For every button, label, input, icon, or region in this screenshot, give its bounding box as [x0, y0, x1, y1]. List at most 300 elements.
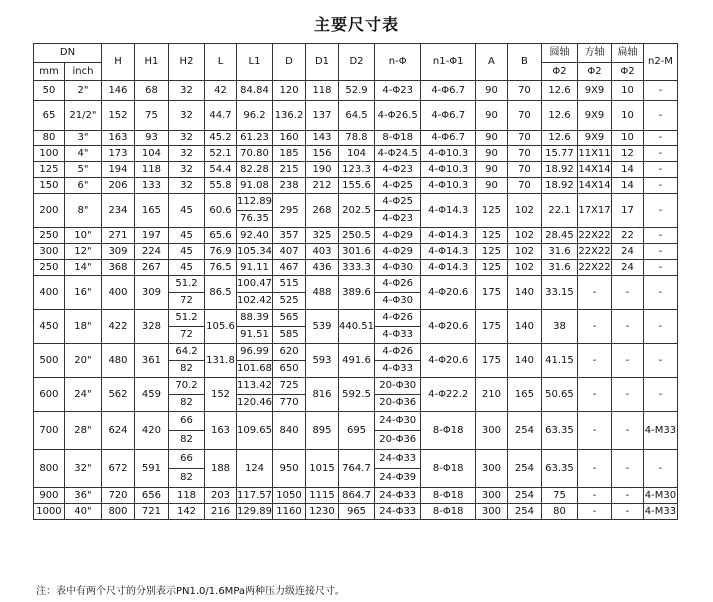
table-row — [34, 101, 678, 131]
cell-b: 102 — [507, 228, 541, 244]
cell-n1phi1: 4-Φ20.6 — [421, 344, 476, 378]
table-row — [34, 162, 678, 178]
cell-d2: 440.51 — [338, 310, 374, 344]
cell-n2m: 4-M30 — [643, 488, 677, 504]
cell-square: 14X14 — [578, 162, 612, 178]
cell-n1phi1: 4-Φ22.2 — [421, 378, 476, 412]
cell-round: 50.65 — [541, 378, 577, 412]
table-row — [34, 310, 678, 327]
cell-n1phi1: 8-Φ18 — [421, 504, 476, 520]
cell-nphi: 8-Φ18 — [375, 131, 421, 146]
cell-mm: 900 — [34, 488, 65, 504]
cell-flat: 24 — [612, 244, 644, 260]
cell-d1: 1015 — [306, 450, 339, 488]
cell-l: 131.8 — [205, 344, 237, 378]
cell-d: 565 — [273, 310, 306, 327]
cell-h1: 118 — [134, 162, 168, 178]
table-row — [34, 488, 678, 504]
cell-nphi-alt: 4-Φ33 — [375, 327, 421, 344]
cell-l1: 96.99 — [236, 344, 272, 361]
cell-h: 400 — [102, 276, 135, 310]
cell-b: 254 — [507, 450, 541, 488]
cell-flat: 22 — [612, 228, 644, 244]
cell-h1: 75 — [134, 101, 168, 131]
cell-nphi: 4-Φ29 — [375, 228, 421, 244]
cell-l1: 70.80 — [236, 146, 272, 162]
cell-round: 63.35 — [541, 450, 577, 488]
cell-flat: - — [612, 488, 644, 504]
cell-d: 1050 — [273, 488, 306, 504]
cell-h2: 45 — [168, 260, 204, 276]
table-row — [34, 244, 678, 260]
cell-flat: - — [612, 504, 644, 520]
cell-l: 76.5 — [205, 260, 237, 276]
cell-l1: 117.57 — [236, 488, 272, 504]
cell-d1: 1230 — [306, 504, 339, 520]
cell-inch: 40" — [64, 504, 101, 520]
cell-nphi-alt: 20-Φ36 — [375, 395, 421, 412]
cell-l: 188 — [205, 450, 237, 488]
cell-h2: 118 — [168, 488, 204, 504]
cell-l: 203 — [205, 488, 237, 504]
cell-h1: 224 — [134, 244, 168, 260]
header-round-phi2: Φ2 — [541, 63, 577, 81]
cell-n1phi1: 4-Φ10.3 — [421, 162, 476, 178]
cell-nphi: 4-Φ23 — [375, 81, 421, 101]
cell-h2: 45 — [168, 244, 204, 260]
cell-flat: 17 — [612, 194, 644, 228]
cell-flat: 10 — [612, 101, 644, 131]
cell-inch: 12" — [64, 244, 101, 260]
cell-n1phi1: 4-Φ6.7 — [421, 81, 476, 101]
cell-n2m: - — [643, 260, 677, 276]
cell-l1-alt: 102.42 — [236, 293, 272, 310]
cell-d2: 250.5 — [338, 228, 374, 244]
cell-d1: 156 — [306, 146, 339, 162]
cell-h1: 328 — [134, 310, 168, 344]
cell-square: 22X22 — [578, 260, 612, 276]
cell-inch: 8" — [64, 194, 101, 228]
header-round-shaft: 圆轴 — [541, 44, 577, 63]
cell-d: 238 — [273, 178, 306, 194]
cell-d1: 143 — [306, 131, 339, 146]
cell-mm: 700 — [34, 412, 65, 450]
cell-nphi: 4-Φ26 — [375, 310, 421, 327]
cell-d: 215 — [273, 162, 306, 178]
cell-round: 38 — [541, 310, 577, 344]
cell-d1: 816 — [306, 378, 339, 412]
cell-a: 125 — [476, 244, 508, 260]
cell-b: 70 — [507, 162, 541, 178]
cell-a: 300 — [476, 412, 508, 450]
table-row — [34, 81, 678, 101]
cell-inch: 4" — [64, 146, 101, 162]
cell-h1: 591 — [134, 450, 168, 488]
header-square-shaft: 方轴 — [578, 44, 612, 63]
cell-round: 33.15 — [541, 276, 577, 310]
cell-n1phi1: 4-Φ20.6 — [421, 276, 476, 310]
cell-square: 22X22 — [578, 244, 612, 260]
cell-d-alt: 770 — [273, 395, 306, 412]
cell-l1-alt: 76.35 — [236, 211, 272, 228]
cell-l: 86.5 — [205, 276, 237, 310]
table-row — [34, 412, 678, 431]
cell-l1-alt: 91.51 — [236, 327, 272, 344]
cell-h2: 45 — [168, 228, 204, 244]
cell-mm: 400 — [34, 276, 65, 310]
header-b: B — [507, 44, 541, 81]
cell-mm: 125 — [34, 162, 65, 178]
cell-h: 309 — [102, 244, 135, 260]
cell-a: 175 — [476, 310, 508, 344]
cell-h: 163 — [102, 131, 135, 146]
cell-b: 140 — [507, 344, 541, 378]
cell-round: 75 — [541, 488, 577, 504]
cell-b: 70 — [507, 178, 541, 194]
cell-h1: 267 — [134, 260, 168, 276]
cell-d2: 592.5 — [338, 378, 374, 412]
cell-mm: 150 — [34, 178, 65, 194]
cell-l: 45.2 — [205, 131, 237, 146]
cell-h1: 197 — [134, 228, 168, 244]
footnote: 注：表中有两个尺寸的分别表示PN1.0/1.6MPa两种压力级连接尺寸。 — [36, 586, 346, 597]
cell-d2: 333.3 — [338, 260, 374, 276]
cell-round: 12.6 — [541, 81, 577, 101]
cell-d1: 403 — [306, 244, 339, 260]
cell-n1phi1: 4-Φ6.7 — [421, 131, 476, 146]
cell-nphi: 4-Φ26.5 — [375, 101, 421, 131]
cell-n1phi1: 8-Φ18 — [421, 488, 476, 504]
cell-l: 76.9 — [205, 244, 237, 260]
cell-n2m: - — [643, 178, 677, 194]
cell-h2: 66 — [168, 450, 204, 469]
cell-d-alt: 650 — [273, 361, 306, 378]
cell-n1phi1: 8-Φ18 — [421, 412, 476, 450]
cell-d1: 539 — [306, 310, 339, 344]
cell-round: 28.45 — [541, 228, 577, 244]
cell-flat: 14 — [612, 162, 644, 178]
cell-nphi: 4-Φ26 — [375, 344, 421, 361]
header-d: D — [273, 44, 306, 81]
cell-n1phi1: 4-Φ10.3 — [421, 178, 476, 194]
header-n-phi: n-Φ — [375, 44, 421, 81]
cell-h: 271 — [102, 228, 135, 244]
cell-h1: 420 — [134, 412, 168, 450]
header-mm: mm — [34, 63, 65, 81]
cell-h2: 32 — [168, 101, 204, 131]
cell-nphi: 4-Φ29 — [375, 244, 421, 260]
cell-nphi: 24-Φ33 — [375, 488, 421, 504]
cell-b: 70 — [507, 81, 541, 101]
cell-inch: 21/2" — [64, 101, 101, 131]
cell-a: 175 — [476, 344, 508, 378]
cell-n1phi1: 4-Φ14.3 — [421, 194, 476, 228]
cell-n2m: - — [643, 378, 677, 412]
cell-h1: 361 — [134, 344, 168, 378]
cell-nphi: 24-Φ33 — [375, 450, 421, 469]
cell-mm: 200 — [34, 194, 65, 228]
cell-inch: 5" — [64, 162, 101, 178]
cell-l1: 105.34 — [236, 244, 272, 260]
cell-a: 90 — [476, 146, 508, 162]
cell-inch: 3" — [64, 131, 101, 146]
cell-d2: 64.5 — [338, 101, 374, 131]
header-square-phi2: Φ2 — [578, 63, 612, 81]
cell-round: 15.77 — [541, 146, 577, 162]
cell-h1: 459 — [134, 378, 168, 412]
cell-d: 725 — [273, 378, 306, 395]
table-body — [34, 81, 678, 520]
cell-flat: 24 — [612, 260, 644, 276]
cell-round: 18.92 — [541, 162, 577, 178]
cell-h2: 66 — [168, 412, 204, 431]
cell-h2: 70.2 — [168, 378, 204, 395]
cell-square: 14X14 — [578, 178, 612, 194]
cell-mm: 1000 — [34, 504, 65, 520]
cell-n1phi1: 4-Φ14.3 — [421, 260, 476, 276]
cell-d: 950 — [273, 450, 306, 488]
cell-round: 31.6 — [541, 244, 577, 260]
table-row — [34, 344, 678, 361]
cell-h: 146 — [102, 81, 135, 101]
cell-square: 9X9 — [578, 131, 612, 146]
cell-d: 407 — [273, 244, 306, 260]
header-flat-shaft: 扁轴 — [612, 44, 644, 63]
cell-round: 63.35 — [541, 412, 577, 450]
cell-l1: 88.39 — [236, 310, 272, 327]
header-l: L — [205, 44, 237, 81]
cell-square: - — [578, 450, 612, 488]
cell-b: 140 — [507, 310, 541, 344]
cell-mm: 80 — [34, 131, 65, 146]
cell-mm: 500 — [34, 344, 65, 378]
cell-square: 17X17 — [578, 194, 612, 228]
cell-d2: 301.6 — [338, 244, 374, 260]
cell-d2: 389.6 — [338, 276, 374, 310]
cell-inch: 36" — [64, 488, 101, 504]
cell-l1: 82.28 — [236, 162, 272, 178]
cell-nphi: 4-Φ24.5 — [375, 146, 421, 162]
cell-h: 672 — [102, 450, 135, 488]
cell-h1: 656 — [134, 488, 168, 504]
cell-a: 125 — [476, 260, 508, 276]
cell-square: - — [578, 344, 612, 378]
cell-h2: 32 — [168, 162, 204, 178]
cell-n1phi1: 4-Φ20.6 — [421, 310, 476, 344]
header-n2-m: n2-M — [643, 44, 677, 81]
cell-b: 165 — [507, 378, 541, 412]
cell-h2-alt: 82 — [168, 469, 204, 488]
cell-d1: 895 — [306, 412, 339, 450]
cell-h2-alt: 82 — [168, 431, 204, 450]
cell-n2m: - — [643, 101, 677, 131]
cell-flat: 10 — [612, 81, 644, 101]
cell-a: 90 — [476, 101, 508, 131]
cell-nphi-alt: 4-Φ30 — [375, 293, 421, 310]
header-flat-phi2: Φ2 — [612, 63, 644, 81]
cell-l1: 84.84 — [236, 81, 272, 101]
cell-n2m: - — [643, 276, 677, 310]
cell-d1: 212 — [306, 178, 339, 194]
cell-h1: 68 — [134, 81, 168, 101]
cell-square: 9X9 — [578, 101, 612, 131]
cell-l1: 61.23 — [236, 131, 272, 146]
cell-square: - — [578, 504, 612, 520]
cell-h2-alt: 82 — [168, 361, 204, 378]
cell-nphi: 24-Φ33 — [375, 504, 421, 520]
cell-d: 840 — [273, 412, 306, 450]
cell-round: 22.1 — [541, 194, 577, 228]
cell-l: 163 — [205, 412, 237, 450]
cell-d2: 202.5 — [338, 194, 374, 228]
cell-n2m: - — [643, 450, 677, 488]
cell-h1: 133 — [134, 178, 168, 194]
cell-mm: 100 — [34, 146, 65, 162]
cell-h2: 32 — [168, 131, 204, 146]
cell-h: 152 — [102, 101, 135, 131]
cell-d1: 436 — [306, 260, 339, 276]
cell-a: 90 — [476, 81, 508, 101]
cell-d2: 695 — [338, 412, 374, 450]
header-l1: L1 — [236, 44, 272, 81]
cell-d1: 190 — [306, 162, 339, 178]
cell-d: 467 — [273, 260, 306, 276]
cell-flat: 10 — [612, 131, 644, 146]
cell-square: - — [578, 412, 612, 450]
cell-l: 152 — [205, 378, 237, 412]
cell-d1: 137 — [306, 101, 339, 131]
cell-n2m: 4-M33 — [643, 412, 677, 450]
cell-a: 125 — [476, 194, 508, 228]
cell-d1: 118 — [306, 81, 339, 101]
cell-d1: 488 — [306, 276, 339, 310]
cell-h1: 165 — [134, 194, 168, 228]
cell-mm: 65 — [34, 101, 65, 131]
header-a: A — [476, 44, 508, 81]
cell-flat: 14 — [612, 178, 644, 194]
cell-a: 210 — [476, 378, 508, 412]
cell-flat: - — [612, 310, 644, 344]
cell-d: 1160 — [273, 504, 306, 520]
cell-b: 70 — [507, 146, 541, 162]
cell-d2: 123.3 — [338, 162, 374, 178]
cell-l1: 92.40 — [236, 228, 272, 244]
cell-b: 70 — [507, 131, 541, 146]
cell-l1: 96.2 — [236, 101, 272, 131]
cell-inch: 10" — [64, 228, 101, 244]
cell-round: 12.6 — [541, 101, 577, 131]
cell-l1-alt: 101.68 — [236, 361, 272, 378]
cell-round: 31.6 — [541, 260, 577, 276]
cell-mm: 300 — [34, 244, 65, 260]
cell-d: 185 — [273, 146, 306, 162]
cell-l1: 91.11 — [236, 260, 272, 276]
cell-h1: 104 — [134, 146, 168, 162]
cell-l: 60.6 — [205, 194, 237, 228]
cell-l1: 124 — [236, 450, 272, 488]
cell-l1: 113.42 — [236, 378, 272, 395]
cell-mm: 800 — [34, 450, 65, 488]
header-dn: DN — [34, 44, 102, 63]
cell-a: 90 — [476, 178, 508, 194]
cell-d2: 104 — [338, 146, 374, 162]
cell-l: 55.8 — [205, 178, 237, 194]
cell-h: 624 — [102, 412, 135, 450]
cell-h: 480 — [102, 344, 135, 378]
table-row — [34, 194, 678, 211]
cell-flat: - — [612, 450, 644, 488]
cell-d1: 268 — [306, 194, 339, 228]
cell-n2m: 4-M33 — [643, 504, 677, 520]
cell-h2-alt: 82 — [168, 395, 204, 412]
cell-n2m: - — [643, 194, 677, 228]
cell-n2m: - — [643, 310, 677, 344]
cell-nphi: 4-Φ26 — [375, 276, 421, 293]
cell-b: 102 — [507, 244, 541, 260]
cell-n2m: - — [643, 228, 677, 244]
cell-nphi-alt: 4-Φ33 — [375, 361, 421, 378]
cell-nphi-alt: 20-Φ36 — [375, 431, 421, 450]
cell-flat: - — [612, 412, 644, 450]
cell-flat: - — [612, 276, 644, 310]
cell-round: 80 — [541, 504, 577, 520]
cell-n1phi1: 4-Φ14.3 — [421, 244, 476, 260]
table-row — [34, 504, 678, 520]
cell-inch: 14" — [64, 260, 101, 276]
cell-d-alt: 525 — [273, 293, 306, 310]
header-n1-phi1: n1-Φ1 — [421, 44, 476, 81]
cell-b: 254 — [507, 488, 541, 504]
cell-l: 52.1 — [205, 146, 237, 162]
cell-l1-alt: 120.46 — [236, 395, 272, 412]
cell-b: 102 — [507, 260, 541, 276]
cell-d2: 155.6 — [338, 178, 374, 194]
table-row — [34, 178, 678, 194]
cell-nphi: 4-Φ23 — [375, 162, 421, 178]
cell-d2: 52.9 — [338, 81, 374, 101]
cell-d1: 1115 — [306, 488, 339, 504]
page-title: 主要尺寸表 — [313, 15, 399, 34]
cell-a: 175 — [476, 276, 508, 310]
table-row — [34, 276, 678, 293]
table-row — [34, 260, 678, 276]
cell-h1: 309 — [134, 276, 168, 310]
cell-b: 140 — [507, 276, 541, 310]
cell-a: 90 — [476, 131, 508, 146]
cell-a: 300 — [476, 450, 508, 488]
table-row — [34, 131, 678, 146]
cell-l: 44.7 — [205, 101, 237, 131]
cell-n2m: - — [643, 146, 677, 162]
dimensions-table — [33, 43, 678, 520]
cell-nphi-alt: 4-Φ23 — [375, 211, 421, 228]
cell-a: 300 — [476, 504, 508, 520]
cell-h: 173 — [102, 146, 135, 162]
cell-flat: - — [612, 378, 644, 412]
cell-h2: 51.2 — [168, 310, 204, 327]
cell-h1: 721 — [134, 504, 168, 520]
header-inch: inch — [64, 63, 101, 81]
header-d2: D2 — [338, 44, 374, 81]
cell-square: 22X22 — [578, 228, 612, 244]
cell-l1: 91.08 — [236, 178, 272, 194]
cell-h2: 32 — [168, 146, 204, 162]
cell-inch: 32" — [64, 450, 101, 488]
cell-n2m: - — [643, 344, 677, 378]
table-row — [34, 450, 678, 469]
cell-h: 562 — [102, 378, 135, 412]
cell-d2: 864.7 — [338, 488, 374, 504]
